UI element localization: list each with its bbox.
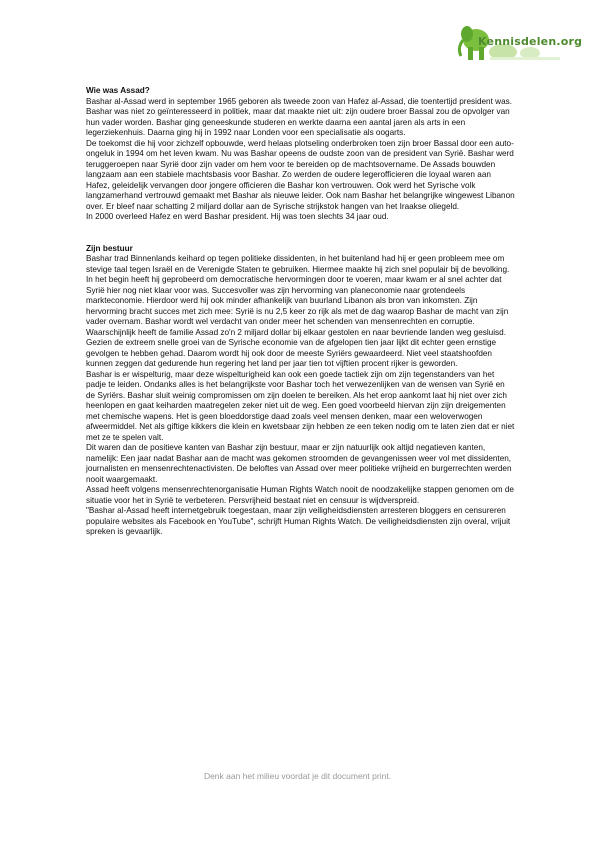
paragraph: In 2000 overleed Hafez en werd Bashar president. Hij was toen slechts 34 jaar oud. <box>86 212 389 221</box>
document-body <box>86 86 516 538</box>
paragraph: Bashar trad Binnenlands keihard op tegen politieke dissidenten, in het buitenland had hij er geen probleem mee om stevige taal tegen Israël en de Verenigde Staten te gebruiken. Hiermee maakte hij zich snel populair bij de bevolking. In het begin heeft hij geprobeerd om democratische hervormingen door te voeren, maar kwam er al snel achter dat Syrië hier nog niet klaar voor was. Succesvoller was zijn hervorming van planeconomie naar grotendeels markteconomie. Hierdoor werd hij ook minder afhankelijk van buurland Libanon als bron van inkomsten. Zijn hervorming bracht succes met zich mee: Syrië is nu 2,5 keer zo rijk als met de dag waarop Bashar de macht van zijn vader overnam. Bashar wordt wel verdacht van onder meer het schenden van mensenrechten en corruptie. Waarschijnlijk heeft de familie Assad zo'n 2 miljard dollar bij elkaar gestolen en naar bevriende landen weg gesluisd. Gezien de extreem snelle groei van de Syrische economie van de afgelopen tien jaar lijkt dit echter geen ernstige gevolgen te hebben gehad. Daarom wordt hij ook door de meeste Syriërs gewaardeerd. Niet veel staatshoofden kunnen zeggen dat gedurende hun regering het land per jaar tien tot vijftien procent rijker is geworden. <box>86 254 510 368</box>
paragraph: De toekomst die hij voor zichzelf opbouwde, werd helaas plotseling onderbroken toen zijn broer Bassal door een auto-ongeluk in 1994 om het leven kwam. Nu was Bashar opeens de oudste zoon van de president van Syrië. Bashar werd teruggeroepen naar Syrië door zijn vader om hem voor te bereiden op de machtsovername. De Assads bouwden langzaam aan een stabiele machtsbasis voor Bashar. Zo werden de oudere legerofficieren die loyaal waren aan Hafez, geleidelijk vervangen door jongere officieren die Bashar kon vertrouwen. Ook werd het Syrische volk langzamerhand vertrouwd gemaakt met Bashar als nieuwe leider. Ook nam Bashar het belangrijke wingewest Libanon over. Er bleef naar schatting 2 miljard dollar aan de Syrische strijkstok hangen van het Iraakse oliegeld. <box>86 138 515 211</box>
paragraph: "Bashar al-Assad heeft internetgebruik toegestaan, maar zijn veiligheidsdiensten arresteren bloggers en censureren populaire websites als Facebook en YouTube", schrijft Human Rights Watch. De veiligheidsdiensten zijn overal, vrijuit spreken is gevaarlijk. <box>86 506 511 536</box>
section-heading-wie-was-assad: Wie was Assad? <box>86 86 150 95</box>
paragraph: Assad heeft volgens mensenrechtenorganisatie Human Rights Watch nooit de noodzakelijke stappen genomen om de situatie voor het in Syrië te verbeteren. Persvrijheid bestaat niet en censuur is wijdverspreid. <box>86 485 514 505</box>
paragraph: Dit waren dan de positieve kanten van Bashar zijn bestuur, maar er zijn natuurlijk ook altijd negatieven kanten, namelijk: Een jaar nadat Bashar aan de macht was gekomen stroomden de gevangenissen weer vol met dissidenten, journalisten en mensenrechtenactivisten. De beloftes van Assad over meer politieke vrijheid en burgerrechten werden nooit waargemaakt. <box>86 443 512 484</box>
paragraph: Bashar al-Assad werd in september 1965 geboren als tweede zoon van Hafez al-Assad, die toentertijd president was. Bashar was niet zo geïnteresseerd in politiek, maar dat maakte niet uit: zijn oudere broer Bassal zou de opvolger van hun vader worden. Bashar ging geneeskunde studeren en werkte daarna een aantal jaren als arts in een legerziekenhuis. Daarna ging hij in 1992 naar Londen voor een specialisatie als oogarts. <box>86 96 512 137</box>
kennisdelen-logo <box>455 22 583 66</box>
footer-text: Denk aan het milieu voordat je dit document print. <box>203 771 392 781</box>
logo-text: Kennisdelen.org <box>478 35 583 48</box>
section-spacer <box>86 223 516 244</box>
paragraph: Bashar is er wispelturig, maar deze wispelturigheid kan ook een goede tactiek zijn om zijn tegenstanders van het padje te leiden. Ondanks alles is het belangrijkste voor Bashar toch het verwezenlijken van de wensen van Syrië en de Syriërs. Bashar sluit weinig compromissen om zijn doelen te bereiken. Als het erop aankomt laat hij niet over zich heenlopen en gaat keiharden maatregelen zeker niet uit de weg. Een goed voorbeeld hiervan zijn zijn dreigementen met chemische wapens. Het is geen bloeddorstige daad zoals veel mensen denken, maar een weloverwogen afweermiddel. Net als giftige kikkers die klein en kwetsbaar zijn hebben ze een teken nodig om te laten zien dat er niet met ze te spelen valt. <box>86 369 515 442</box>
section-heading-zijn-bestuur: Zijn bestuur <box>86 243 133 253</box>
footer-note <box>0 772 595 781</box>
